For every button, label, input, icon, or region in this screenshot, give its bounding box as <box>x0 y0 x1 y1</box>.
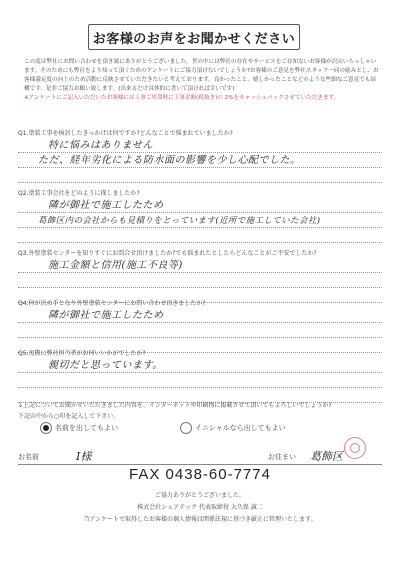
answer-line[interactable] <box>18 358 382 373</box>
consent-option-2[interactable] <box>180 422 286 434</box>
answer-line[interactable] <box>18 213 382 228</box>
answer-line[interactable] <box>18 308 382 323</box>
handwritten-answer: 親切だと思っています。 <box>48 360 163 371</box>
question-2 <box>18 190 382 243</box>
privacy-text: 当アンケートで取得したお客様の個人情報は関係法規に基づき厳正に管理いたします。 <box>83 516 317 523</box>
answer-line[interactable] <box>18 323 382 338</box>
intro-paragraph: この度は弊社にお問い合わせを頂き誠にありがとうございました。世の中には弊社の存在やサービスをご存知ないお客様が沢山いらっしゃいます。そのためにも弊社をより知って頂くためのアンケートにご協力頂けないでしょうか?お客様のご意見を弊社スタッフ一同の励みとし、お客様満足度の向上のため活動に反映させていただきたいと考えております。良かったこと、嬉しかったことなどのような些細なご意見でも結構です。是非ご協力お願い致します。(出来るだけ具体的に書いて頂ければ幸いです) <box>24 59 379 92</box>
question-1 <box>18 130 382 183</box>
answer-line[interactable] <box>18 198 382 213</box>
handwritten-answer: 隣が御社で施工したため <box>48 310 164 321</box>
radio-initial-ok[interactable] <box>180 422 192 434</box>
question-text: Q4.何が決め手となり外壁塗装センターにお問い合わせ頂きましたか? <box>18 300 206 307</box>
intro-text <box>24 58 380 103</box>
handwritten-answer: 葛飾区内の会社からも見積りをとっています(近所で施工していた会社) <box>38 215 321 225</box>
name-value[interactable]: I様 <box>76 450 92 463</box>
radio-name-ok[interactable] <box>40 422 52 434</box>
name-label: お名前 <box>18 453 39 461</box>
question-text: Q3.外壁塗装センターを知りすぐにお問合せ頂けましたか?でも悩まれたとしたらどんなことがご不安でしたか? <box>18 250 317 257</box>
consent-question: ↓上記についてお聞かせいただきました内容を、インターネットや印刷物に掲載させて頂いてもよろしいでしょうか? <box>18 402 332 409</box>
answer-line[interactable] <box>18 373 382 388</box>
cashback-note: ※アンケートにご記入いただいたお客様には工事ご用命時に工事金額(税抜き)の 2%をキャッシュバックさせていただきます。 <box>24 95 340 101</box>
answer-line[interactable] <box>18 258 382 273</box>
company-text: 株式会社シュアテック 代表取締役 大久保 誠二 <box>137 504 263 511</box>
consent-option-label: 名前を出してもよい <box>55 424 118 432</box>
handwritten-answer: 隣が御社で施工したため <box>48 200 164 211</box>
fax-number: FAX 0438-60-7774 <box>129 466 271 483</box>
answer-line[interactable] <box>18 228 382 243</box>
handwritten-answer: ただ、経年劣化による防水面の影響を少し心配でした。 <box>38 155 301 166</box>
name-row <box>18 448 382 465</box>
consent-option-1[interactable] <box>40 422 118 434</box>
answer-line[interactable] <box>18 168 382 183</box>
answer-line[interactable] <box>18 273 382 288</box>
thanks-text: ご協力ありがとうございました。 <box>154 492 245 499</box>
consent-instruction: 下記の中から○印を記入して下さい。 <box>18 413 120 420</box>
question-5 <box>18 350 382 403</box>
stamp-seal <box>344 437 366 459</box>
address-label: お住まい <box>268 453 296 461</box>
page-title: お客様のお声をお聞かせください <box>88 24 300 50</box>
address-value[interactable]: 葛飾区 <box>310 450 343 463</box>
question-text: Q5.実際に弊社担当者がお伺いいかがでしたか? <box>18 350 146 357</box>
question-3 <box>18 250 382 303</box>
answer-line[interactable] <box>18 153 382 168</box>
handwritten-answer: 特に悩みはありません <box>48 140 153 151</box>
handwritten-answer: 施工金額と信用(施工不良等) <box>48 260 183 271</box>
question-text: Q1.塗装工事を検討したきっかけは何ですか?どんなことで悩まれていましたか? <box>18 130 233 137</box>
question-text: Q2.塗装工事会社をどのように探しましたか? <box>18 190 140 197</box>
consent-option-label: イニシャルなら出してもよい <box>195 424 286 432</box>
question-4 <box>18 300 382 353</box>
